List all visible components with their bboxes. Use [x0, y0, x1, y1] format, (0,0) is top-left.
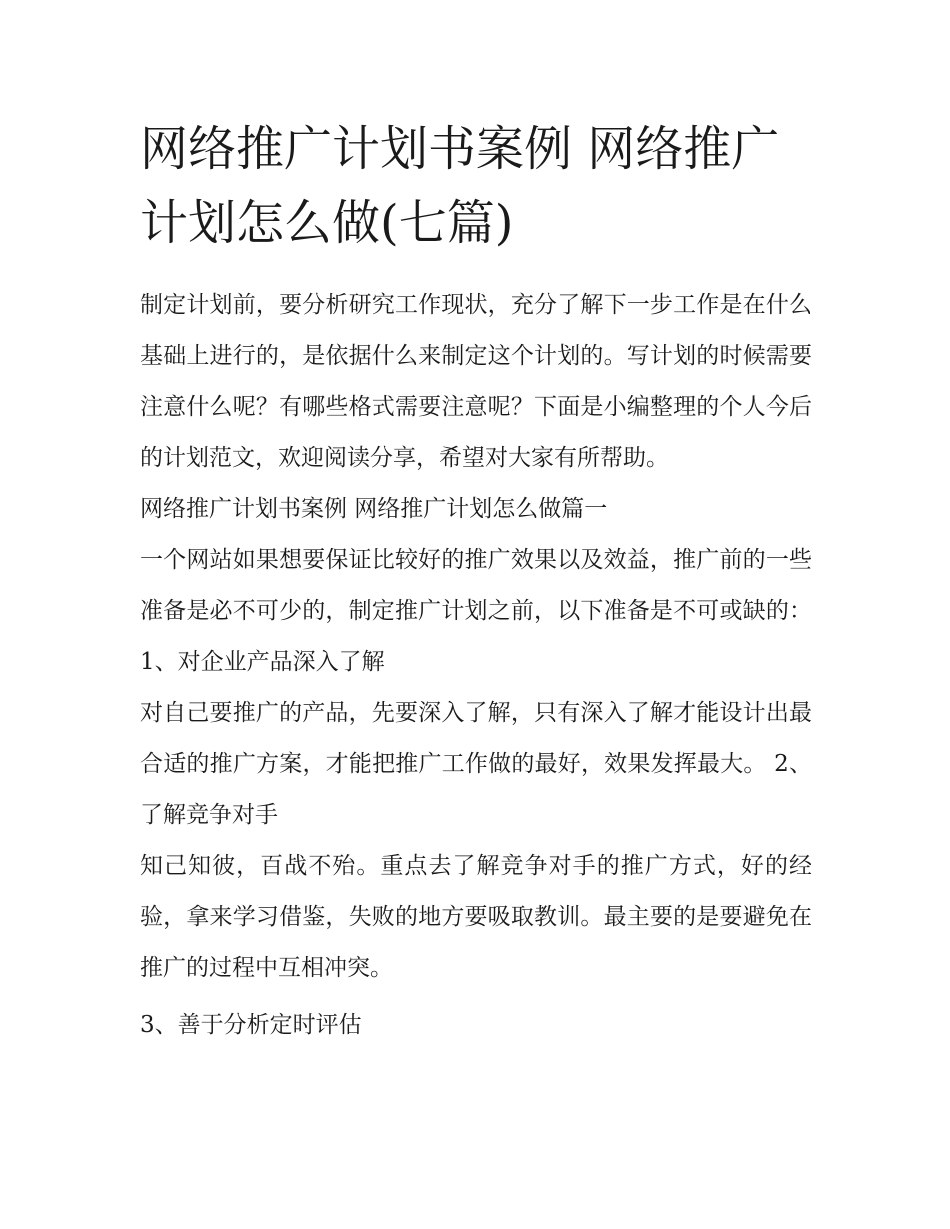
- section-heading: 网络推广计划书案例 网络推广计划怎么做篇一: [140, 496, 608, 522]
- competitor-paragraph: 知己知彼，百战不殆。重点去了解竞争对手的推广方式，好的经验，拿来学习借鉴，失败的地方要吸取教训。最主要的是要避免在推广的过程中互相冲突。: [140, 853, 812, 981]
- preparation-paragraph: 一个网站如果想要保证比较好的推广效果以及效益，推广前的一些准备是必不可少的，制定推广计划之前，以下准备是不可或缺的： 1、对企业产品深入了解: [140, 547, 812, 675]
- document-body: [140, 280, 812, 1051]
- intro-paragraph: 制定计划前，要分析研究工作现状，充分了解下一步工作是在什么基础上进行的，是依据什么来制定这个计划的。写计划的时候需要注意什么呢？有哪些格式需要注意呢？下面是小编整理的个人今后的计划范文，欢迎阅读分享，希望对大家有所帮助。: [140, 292, 812, 471]
- product-paragraph: 对自己要推广的产品，先要深入了解，只有深入了解才能设计出最合适的推广方案，才能把推广工作做的最好，效果发挥最大。 2、了解竞争对手: [140, 700, 812, 828]
- analysis-heading: 3、善于分析定时评估: [140, 1012, 362, 1038]
- document-title: 网络推广计划书案例 网络推广计划怎么做(七篇): [140, 121, 780, 251]
